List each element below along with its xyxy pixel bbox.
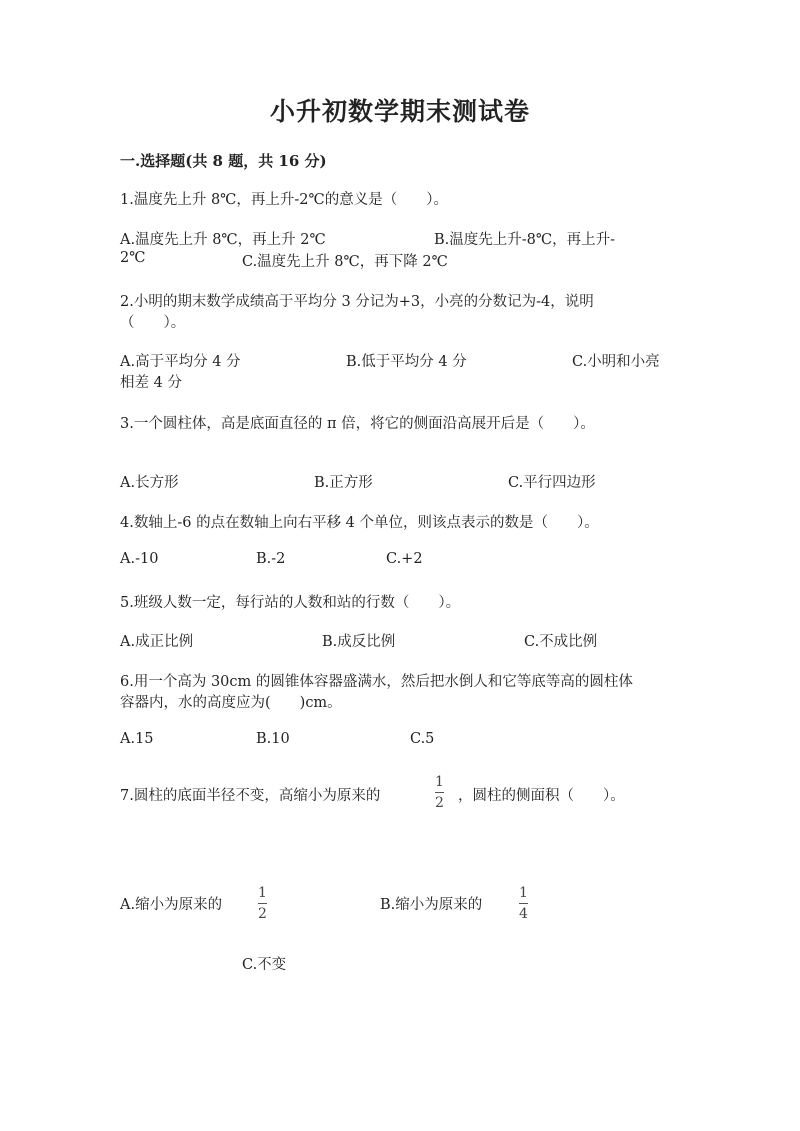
question-7-option-b-fraction (519, 885, 528, 922)
question-3-option-c: C.平行四边形 (508, 475, 596, 491)
question-2-stem: 2.小明的期末数学成绩高于平均分 3 分记为+3，小亮的分数记为-4，说明 (120, 294, 594, 310)
page-title: 小升初数学期末测试卷 (269, 97, 530, 126)
section-heading: 一.选择题(共 8 题，共 16 分) (120, 152, 327, 170)
question-4-stem: 4.数轴上-6 的点在数轴上向右平移 4 个单位，则该点表示的数是（ ）。 (120, 515, 599, 531)
question-5-stem: 5.班级人数一定，每行站的人数和站的行数（ ）。 (120, 595, 461, 611)
question-6-option-a: A.15 (120, 731, 154, 747)
question-7-option-b: B.缩小为原来的 (380, 897, 483, 913)
question-6-stem: 6.用一个高为 30cm 的圆锥体容器盛满水，然后把水倒人和它等底等高的圆柱体 (120, 674, 633, 690)
question-2-option-b: B.低于平均分 4 分 (346, 354, 467, 370)
question-2-option-c-cont: 相差 4 分 (120, 375, 182, 391)
fraction-numerator: 1 (258, 885, 267, 901)
question-7-stem-fraction (435, 774, 444, 811)
question-6-option-b: B.10 (256, 731, 290, 747)
question-1-option-a: A.温度先上升 8℃，再上升 2℃ (120, 232, 326, 248)
fraction-numerator: 1 (519, 885, 528, 901)
question-5-option-a: A.成正比例 (120, 634, 194, 650)
fraction-numerator: 1 (435, 774, 444, 790)
question-3-option-a: A.长方形 (120, 475, 179, 491)
question-2-option-c: C.小明和小亮 (572, 354, 660, 370)
fraction-denominator: 4 (519, 906, 528, 922)
question-2-stem-cont: （ ）。 (120, 315, 186, 331)
question-7-option-c: C.不变 (242, 957, 287, 973)
question-7-stem-cont: ，圆柱的侧面积（ ）。 (458, 788, 625, 804)
fraction-denominator: 2 (258, 906, 267, 922)
question-3-option-b: B.正方形 (314, 475, 373, 491)
question-3-stem: 3.一个圆柱体，高是底面直径的 π 倍，将它的侧面沿高展开后是（ ）。 (120, 416, 595, 432)
question-4-option-a: A.-10 (120, 551, 159, 567)
fraction-denominator: 2 (435, 795, 444, 811)
question-1-option-b-cont: 2℃ (120, 250, 146, 266)
fraction-bar (258, 903, 267, 904)
question-6-stem-cont: 容器内，水的高度应为( )cm。 (120, 695, 342, 711)
question-6-option-c: C.5 (410, 731, 435, 747)
question-2-option-a: A.高于平均分 4 分 (120, 354, 241, 370)
fraction-bar (435, 792, 444, 793)
question-1-option-b: B.温度先上升-8℃，再上升- (434, 232, 616, 248)
question-5-option-c: C.不成比例 (524, 634, 598, 650)
question-1-option-c: C.温度先上升 8℃，再下降 2℃ (242, 254, 448, 270)
question-7-option-a-fraction (258, 885, 267, 922)
question-1-stem: 1.温度先上升 8℃，再上升-2℃的意义是（ ）。 (120, 192, 448, 208)
fraction-bar (519, 903, 528, 904)
question-4-option-c: C.+2 (386, 551, 423, 567)
question-4-option-b: B.-2 (256, 551, 286, 567)
question-7-option-a: A.缩小为原来的 (120, 897, 223, 913)
question-5-option-b: B.成反比例 (322, 634, 396, 650)
question-7-stem: 7.圆柱的底面半径不变，高缩小为原来的 (120, 788, 381, 804)
